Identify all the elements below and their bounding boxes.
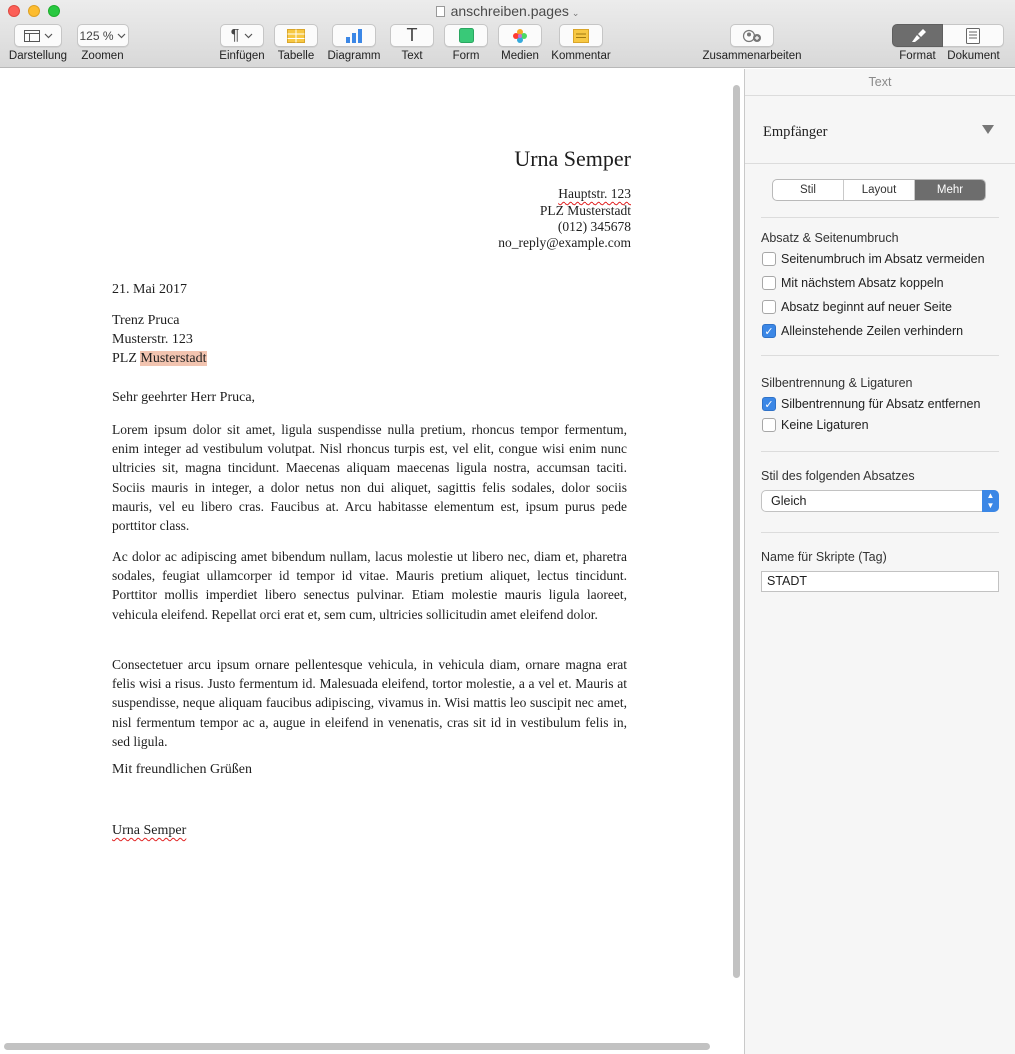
recipient-street[interactable]: Musterstr. 123	[112, 332, 193, 347]
toolbar	[0, 0, 1015, 68]
checkbox-label: Seitenumbruch im Absatz vermeiden	[781, 252, 985, 266]
shape-tool	[443, 24, 489, 62]
recipient-plz: PLZ	[112, 351, 141, 366]
table-label: Tabelle	[277, 50, 315, 62]
option-remove-hyphenation[interactable]	[762, 397, 980, 411]
divider	[761, 355, 999, 356]
insert-tool	[219, 24, 265, 62]
signature[interactable]	[112, 823, 186, 839]
text-button[interactable]	[390, 24, 434, 47]
checkbox[interactable]	[762, 418, 776, 432]
sender-name[interactable]: Urna Semper	[514, 146, 631, 171]
view-icon	[24, 30, 40, 42]
comment-tool	[551, 24, 611, 62]
section-title-pagination: Absatz & Seitenumbruch	[761, 231, 899, 245]
paragraph-style-selector[interactable]	[745, 97, 1015, 164]
inspector-segmented-control	[772, 179, 986, 201]
signature-text: Urna Semper	[112, 823, 187, 838]
letter-date[interactable]: 21. Mai 2017	[112, 282, 188, 297]
view-tool	[8, 24, 68, 62]
sender-email[interactable]: no_reply@example.com	[498, 235, 631, 250]
document-tool	[943, 24, 1004, 62]
inspector-tab-text[interactable]: Text	[745, 69, 1015, 96]
chevron-down-icon	[244, 33, 253, 39]
table-tool	[273, 24, 319, 62]
chart-tool	[327, 24, 381, 62]
closing[interactable]: Mit freundlichen Grüßen	[112, 762, 252, 777]
salutation[interactable]: Sehr geehrter Herr Pruca,	[112, 390, 256, 405]
checkbox[interactable]	[762, 276, 776, 290]
divider	[761, 532, 999, 533]
option-keep-lines-together[interactable]	[762, 252, 985, 266]
comment-icon	[573, 29, 589, 43]
following-style-select[interactable]	[761, 490, 999, 512]
script-tag-input[interactable]: STADT	[761, 571, 999, 592]
shape-button[interactable]	[444, 24, 488, 47]
option-widow-orphan-control[interactable]	[762, 324, 963, 338]
window-title	[0, 3, 1015, 19]
zoom-value: 125 %	[79, 28, 114, 43]
checkbox-checked[interactable]	[762, 324, 776, 338]
document-label: Dokument	[947, 50, 1000, 62]
option-keep-with-next[interactable]	[762, 276, 944, 290]
chevron-down-icon[interactable]: ⌄	[571, 8, 580, 18]
shape-icon	[459, 28, 474, 43]
text-icon: T	[406, 25, 418, 45]
sender-street[interactable]	[380, 186, 631, 202]
zoom-label: Zoomen	[81, 50, 124, 62]
table-icon	[287, 29, 305, 43]
collaborate-label: Zusammenarbeiten	[702, 50, 802, 62]
checkbox-label: Keine Ligaturen	[781, 418, 869, 432]
table-button[interactable]	[274, 24, 318, 47]
chevron-down-icon	[44, 33, 53, 39]
pages-document-icon	[436, 6, 445, 17]
horizontal-scrollbar[interactable]	[4, 1043, 710, 1050]
chart-button[interactable]	[332, 24, 376, 47]
recipient-city-line[interactable]	[112, 351, 207, 367]
divider	[761, 451, 999, 452]
option-page-break-before[interactable]	[762, 300, 952, 314]
checkbox[interactable]	[762, 252, 776, 266]
media-icon	[512, 28, 528, 44]
chevron-down-icon	[117, 33, 126, 39]
checkmark-icon: ✓	[764, 325, 774, 338]
view-button[interactable]	[14, 24, 62, 47]
shape-label: Form	[452, 50, 480, 62]
text-tool	[389, 24, 435, 62]
sender-city[interactable]: PLZ Musterstadt	[539, 203, 631, 218]
collaborate-tool	[702, 24, 802, 62]
letter-paragraph-2[interactable]: Ac dolor ac adipiscing amet bibendum nullam, lacus molestie ut libero nec, diam et, pharetra sodales, feugiat ullamcorper id tempor id vitae. Mauris pretium aliquet, lectus tincidunt. Porttitor mollis imperdiet libero senectus pulvinar. Etiam molestie mauris ligula laoreet, vehicula eleifend. Repellat orci erat et, sem cum, ultricies sollicitudin amet eleifend dolor.	[112, 549, 627, 622]
comment-button[interactable]	[559, 24, 603, 47]
chart-label: Diagramm	[327, 50, 381, 62]
format-button[interactable]	[892, 24, 943, 47]
checkbox-label: Alleinstehende Zeilen verhindern	[781, 324, 964, 338]
text-label: Text	[401, 50, 423, 62]
checkbox-label: Mit nächstem Absatz koppeln	[781, 276, 944, 290]
comment-label: Kommentar	[551, 50, 611, 62]
checkbox-checked[interactable]	[762, 397, 776, 411]
chart-icon	[345, 29, 363, 43]
media-button[interactable]	[498, 24, 542, 47]
paragraph-style-name: Empfänger	[763, 124, 828, 140]
insert-button[interactable]	[220, 24, 264, 47]
checkbox[interactable]	[762, 300, 776, 314]
disclosure-triangle-icon[interactable]	[982, 125, 994, 134]
letter-paragraph-3[interactable]: Consectetuer arcu ipsum ornare pellentesque vehicula, in vehicula diam, ornare magna erat felis wisi a risus. Justo fermentum id. Malesuada eleifend, tortor molestie, a a vel et. Mauris at suspendisse, neque aliquam faucibus adipiscing, vivamus in. Wisi mattis leo suscipit nec amet, nisl fermentum tempor ac a, augue in eleifend in venenatis, cras sit id in vestibulum felis in, sed ligula.	[112, 657, 627, 749]
section-title-hyphenation: Silbentrennung & Ligaturen	[761, 376, 913, 390]
tab-mehr[interactable]: Mehr	[915, 180, 985, 200]
checkbox-label: Absatz beginnt auf neuer Seite	[781, 300, 952, 314]
collaborate-button[interactable]	[730, 24, 774, 47]
paragraph-icon: ¶	[230, 26, 240, 44]
section-title-following-style: Stil des folgenden Absatzes	[761, 469, 915, 483]
stepper-icon: ▲ ▼	[982, 490, 999, 512]
format-label: Format	[899, 50, 936, 62]
collaborate-icon	[742, 29, 762, 43]
tab-stil[interactable]: Stil	[773, 180, 844, 200]
media-label: Medien	[501, 50, 539, 62]
vertical-scrollbar[interactable]	[733, 85, 740, 978]
checkbox-label: Silbentrennung für Absatz entfernen	[781, 397, 981, 411]
insert-label: Einfügen	[219, 50, 265, 62]
letter-paragraph-1[interactable]: Lorem ipsum dolor sit amet, ligula suspendisse nulla pretium, rhoncus tempor fermentum, enim integer ad vestibulum volutpat. Nisl rhoncus turpis est, vel elit, congue wisi enim nunc ultricies sit, magna tincidunt. Maecenas aliquam maecenas ligula nostra, accumsan taciti. Sociis mauris in integer, a dolor netus non dui aliquet, sagittis felis sodales, dolor sociis mauris, vel eu libero cras. Faucibus at. Arcu habitasse elementum est, ipsum purus pede porttitor class.	[112, 422, 627, 534]
media-tool	[497, 24, 543, 62]
divider	[761, 217, 999, 218]
option-no-ligatures[interactable]	[762, 418, 869, 432]
zoom-tool	[76, 24, 129, 62]
following-style-value: Gleich	[771, 494, 807, 508]
recipient-city-selected[interactable]: Musterstadt	[140, 351, 207, 366]
tab-layout[interactable]: Layout	[844, 180, 915, 200]
document-button[interactable]	[943, 24, 1004, 47]
document-icon	[966, 28, 980, 44]
zoom-select[interactable]	[77, 24, 129, 47]
section-title-script-tag: Name für Skripte (Tag)	[761, 550, 887, 564]
window-title-text[interactable]: anschreiben.pages	[450, 3, 569, 19]
recipient-name[interactable]: Trenz Pruca	[112, 313, 180, 328]
sender-street-text: Hauptstr. 123	[558, 186, 631, 201]
checkmark-icon: ✓	[764, 398, 774, 411]
sender-phone[interactable]: (012) 345678	[557, 219, 631, 234]
format-inspector	[744, 69, 1015, 1054]
format-tool	[892, 24, 943, 62]
view-label: Darstellung	[8, 50, 68, 62]
format-brush-icon	[909, 28, 927, 43]
